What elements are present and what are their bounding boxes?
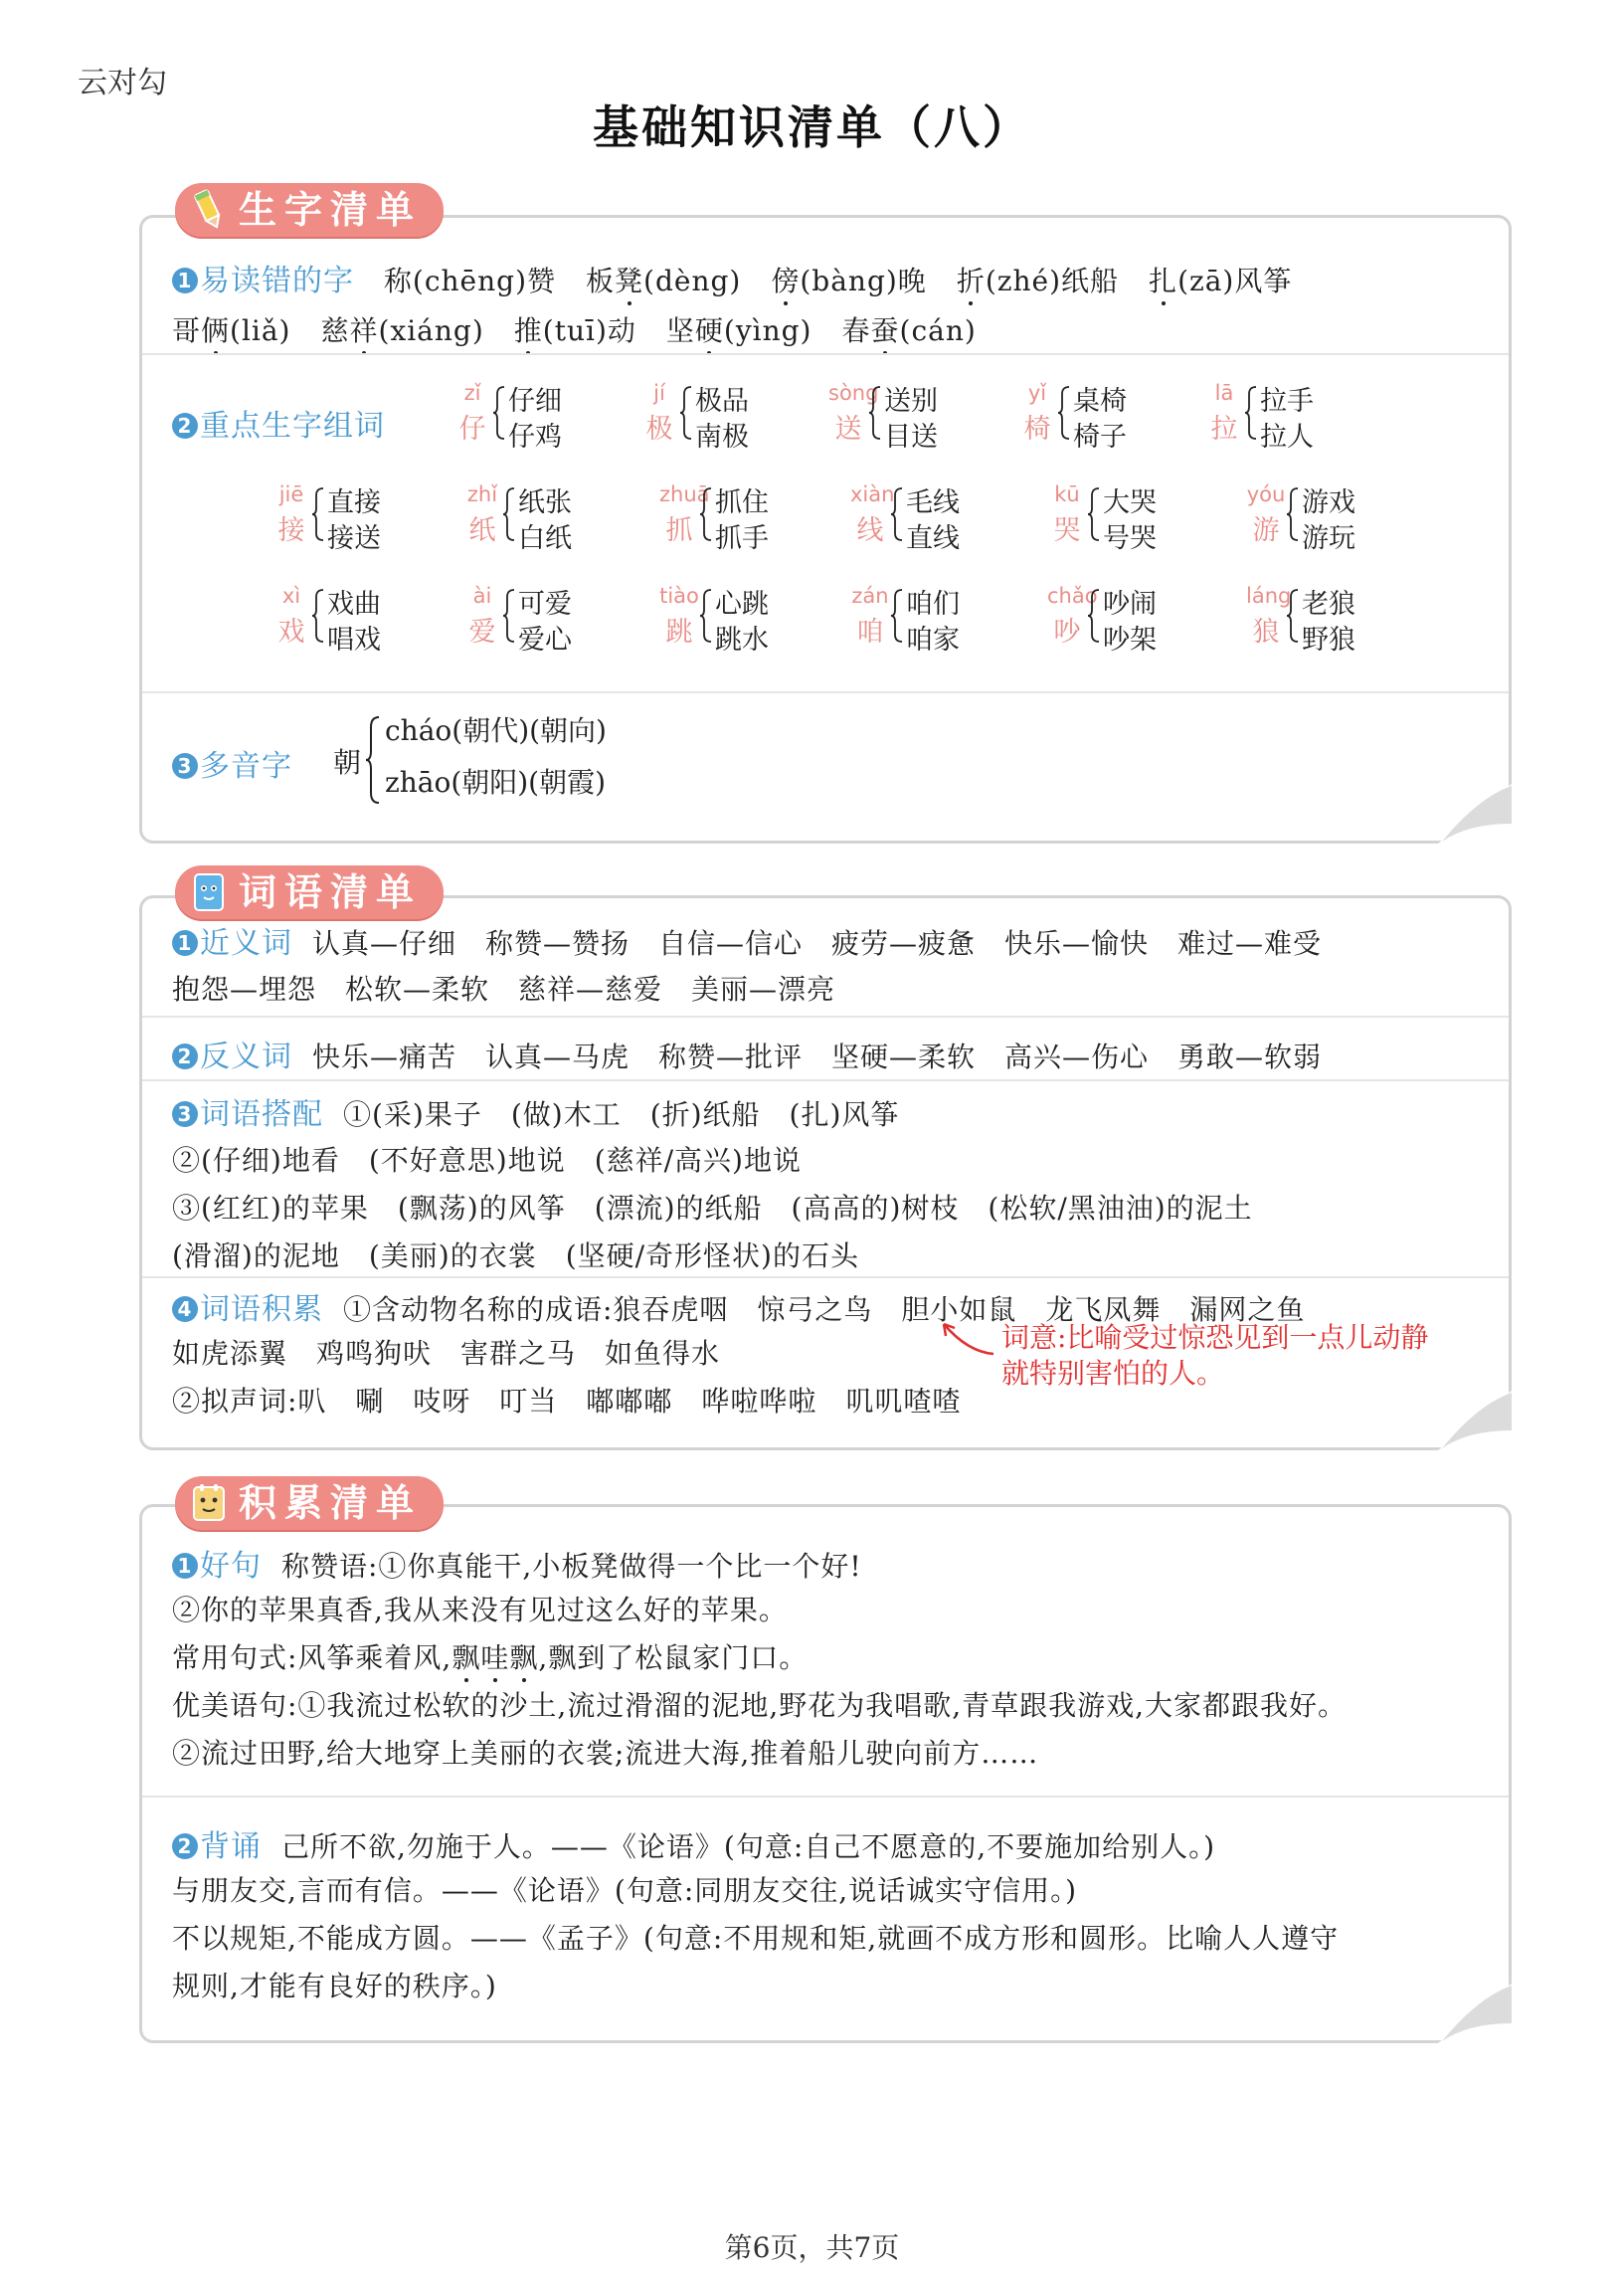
page-fold-icon bbox=[1438, 1391, 1512, 1450]
group-word-1: 游戏 bbox=[1302, 487, 1355, 518]
group-pinyin: sòng bbox=[828, 381, 879, 405]
brace-icon bbox=[502, 486, 516, 542]
section-badge-label: 生字清单 bbox=[239, 188, 423, 232]
key-words-heading: 2 重点生字组词 bbox=[172, 401, 405, 445]
group-pinyin: láng bbox=[1246, 584, 1292, 608]
misread-word: 春蚕(cán) bbox=[841, 314, 977, 347]
group-pinyin: yóu bbox=[1246, 482, 1286, 506]
group-word-1: 抓住 bbox=[715, 487, 769, 518]
brace-icon bbox=[868, 385, 882, 441]
group-word-1: 大哭 bbox=[1103, 487, 1157, 518]
recite-line3: 不以规矩,不能成方圆。——《孟子》(句意:不用规和矩,就画不成方形和圆形。比喻人人遵守 bbox=[172, 1922, 1340, 1955]
group-pinyin: lā bbox=[1214, 381, 1234, 405]
group-pinyin: jí bbox=[653, 381, 665, 405]
notepad-icon bbox=[189, 1482, 229, 1524]
group-char: 哭 bbox=[1053, 515, 1081, 546]
divider bbox=[142, 1276, 1509, 1278]
group-char: 接 bbox=[277, 515, 305, 546]
collocation-line2: ②(仔细)地看 (不好意思)地说 (慈祥/高兴)地说 bbox=[172, 1144, 802, 1177]
divider bbox=[142, 1796, 1509, 1798]
group-word-2: 野狼 bbox=[1302, 625, 1355, 656]
number-badge: 3 bbox=[172, 1101, 198, 1127]
group-char: 游 bbox=[1252, 515, 1280, 546]
group-word-1: 极品 bbox=[695, 386, 749, 417]
good-sentences-line5: ②流过田野,给大地穿上美丽的衣裳;流进大海,推着船儿驶向前方…… bbox=[172, 1737, 1039, 1770]
group-word-2: 爱心 bbox=[518, 625, 572, 656]
group-pinyin: ài bbox=[472, 584, 492, 608]
good-sentences-line1: 1 好句 称赞语:①你真能干,小板凳做得一个比一个好! bbox=[172, 1541, 862, 1585]
group-pinyin: chǎo bbox=[1047, 584, 1098, 608]
synonyms-line1: 1 近义词 认真—仔细 称赞—赞扬 自信—信心 疲劳—疲惫 快乐—愉快 难过—难受 bbox=[172, 918, 1322, 962]
group-char: 极 bbox=[645, 414, 673, 445]
divider bbox=[142, 691, 1509, 693]
page-fold-icon bbox=[1438, 1984, 1512, 2043]
brace-icon bbox=[1057, 385, 1071, 441]
number-badge: 2 bbox=[172, 1044, 198, 1069]
good-sentences-line4: 优美语句:①我流过松软的沙土,流过滑溜的泥地,野花为我唱歌,青草跟我游戏,大家都跟我好。 bbox=[172, 1689, 1348, 1722]
group-char: 吵 bbox=[1053, 617, 1081, 648]
group-word-2: 号哭 bbox=[1103, 523, 1157, 554]
group-word-1: 可爱 bbox=[518, 589, 572, 620]
group-word-1: 仔细 bbox=[508, 386, 562, 417]
easy-wrong-line1 bbox=[172, 256, 1292, 299]
group-word-1: 直接 bbox=[327, 487, 381, 518]
group-word-1: 纸张 bbox=[518, 487, 572, 518]
polyphone-reading-1: cháo(朝代)(朝向) bbox=[385, 714, 607, 747]
misread-word: 板凳(dèng) bbox=[586, 265, 742, 297]
polyphone-char: 朝 bbox=[333, 746, 362, 779]
group-word-2: 跳水 bbox=[715, 625, 769, 656]
section-badge-characters bbox=[175, 183, 444, 237]
good-sentences-line3: 常用句式:风筝乘着风,飘哇飘,飘到了松鼠家门口。 bbox=[172, 1641, 809, 1674]
recite-line4: 规则,才能有良好的秩序。) bbox=[172, 1970, 497, 2002]
words-panel bbox=[139, 895, 1512, 1450]
brand-label: 云对勾 bbox=[78, 66, 167, 100]
group-word-1: 咱们 bbox=[906, 589, 960, 620]
group-char: 咱 bbox=[856, 617, 884, 648]
section-badge-label: 词语清单 bbox=[239, 870, 423, 914]
brace-icon bbox=[1286, 486, 1300, 542]
easy-wrong-line2 bbox=[172, 309, 977, 349]
misread-word: 称(chēng)赞 bbox=[383, 265, 557, 297]
characters-panel bbox=[139, 215, 1512, 844]
brace-icon bbox=[890, 588, 904, 644]
group-pinyin: tiào bbox=[659, 584, 699, 608]
misread-word: 傍(bàng)晚 bbox=[771, 265, 927, 297]
group-word-2: 唱戏 bbox=[327, 625, 381, 656]
number-badge: 1 bbox=[172, 1553, 198, 1579]
brace-icon bbox=[679, 385, 693, 441]
group-word-2: 咱家 bbox=[906, 625, 960, 656]
misread-word: 哥俩(liǎ) bbox=[172, 314, 291, 347]
recite-line2: 与朋友交,言而有信。——《论语》(句意:同朋友交往,说话诚实守信用。) bbox=[172, 1874, 1078, 1907]
accumulate-line2: 如虎添翼 鸡鸣狗吠 害群之马 如鱼得水 bbox=[172, 1337, 721, 1370]
group-word-2: 接送 bbox=[327, 523, 381, 554]
brace-icon bbox=[492, 385, 506, 441]
group-pinyin: kū bbox=[1054, 482, 1080, 506]
dotted-emphasis: 飘哇飘 bbox=[451, 1641, 539, 1674]
synonyms-line2: 抱怨—埋怨 松软—柔软 慈祥—慈爱 美丽—漂亮 bbox=[172, 973, 836, 1006]
group-pinyin: zhuā bbox=[659, 482, 710, 506]
group-char: 拉 bbox=[1210, 414, 1238, 445]
group-pinyin: zǐ bbox=[463, 381, 481, 405]
brace-icon bbox=[1244, 385, 1258, 441]
group-word-2: 椅子 bbox=[1073, 422, 1127, 453]
number-badge: 3 bbox=[172, 753, 198, 779]
group-pinyin: yǐ bbox=[1027, 381, 1047, 405]
group-word-1: 心跳 bbox=[715, 589, 769, 620]
group-char: 线 bbox=[856, 515, 884, 546]
section-badge-accumulation bbox=[175, 1476, 444, 1530]
brace-icon bbox=[365, 715, 381, 805]
group-word-2: 游玩 bbox=[1302, 523, 1355, 554]
group-word-2: 目送 bbox=[884, 422, 938, 453]
group-word-2: 抓手 bbox=[715, 523, 769, 554]
group-pinyin: zhǐ bbox=[466, 482, 498, 506]
group-word-1: 送别 bbox=[884, 386, 938, 417]
group-word-2: 吵架 bbox=[1103, 625, 1157, 656]
page-footer: 第6页，共7页 bbox=[724, 2231, 900, 2264]
number-badge: 2 bbox=[172, 413, 198, 439]
accumulate-line3: ②拟声词:叭 唰 吱呀 叮当 嘟嘟嘟 哗啦哗啦 叽叽喳喳 bbox=[172, 1385, 962, 1418]
pencil-icon bbox=[189, 189, 229, 231]
group-char: 纸 bbox=[468, 515, 496, 546]
brace-icon bbox=[1286, 588, 1300, 644]
brace-icon bbox=[699, 588, 713, 644]
group-word-2: 仔鸡 bbox=[508, 422, 562, 453]
polyphone-heading: 3 多音字 bbox=[172, 741, 312, 785]
number-badge: 1 bbox=[172, 268, 198, 293]
brace-icon bbox=[502, 588, 516, 644]
number-badge: 1 bbox=[172, 930, 198, 956]
divider bbox=[142, 1079, 1509, 1081]
misread-word: 坚硬(yìng) bbox=[665, 314, 812, 347]
page-title: 基础知识清单（八） bbox=[593, 100, 1031, 154]
brace-icon bbox=[1087, 588, 1101, 644]
page-fold-icon bbox=[1438, 784, 1512, 844]
brace-icon bbox=[1087, 486, 1101, 542]
group-char: 抓 bbox=[665, 515, 693, 546]
group-char: 仔 bbox=[458, 414, 486, 445]
polyphone-reading-2: zhāo(朝阳)(朝霞) bbox=[385, 766, 607, 799]
divider bbox=[142, 353, 1509, 355]
group-word-2: 拉人 bbox=[1260, 422, 1314, 453]
group-pinyin: zán bbox=[851, 584, 889, 608]
annotation-arrow-icon bbox=[938, 1318, 997, 1358]
group-word-1: 拉手 bbox=[1260, 386, 1314, 417]
group-word-1: 戏曲 bbox=[327, 589, 381, 620]
antonyms-line1: 2 反义词 快乐—痛苦 认真—马虎 称赞—批评 坚硬—柔软 高兴—伤心 勇敢—软弱 bbox=[172, 1032, 1322, 1075]
number-badge: 4 bbox=[172, 1296, 198, 1322]
brace-icon bbox=[311, 588, 325, 644]
brace-icon bbox=[890, 486, 904, 542]
accumulation-panel bbox=[139, 1504, 1512, 2043]
group-pinyin: xì bbox=[281, 584, 301, 608]
easy-wrong-heading: 1 易读错的字 bbox=[172, 264, 354, 298]
group-char: 送 bbox=[834, 414, 862, 445]
group-word-2: 南极 bbox=[695, 422, 749, 453]
group-word-1: 老狼 bbox=[1302, 589, 1355, 620]
collocation-line3: ③(红红)的苹果 (飘荡)的风筝 (漂流)的纸船 (高高的)树枝 (松软/黑油油)的泥土 bbox=[172, 1192, 1253, 1225]
group-char: 跳 bbox=[665, 617, 693, 648]
section-badge-words bbox=[175, 865, 444, 919]
section-badge-label: 积累清单 bbox=[239, 1481, 423, 1525]
group-pinyin: xiàn bbox=[850, 482, 895, 506]
misread-word: 慈祥(xiáng) bbox=[320, 314, 484, 347]
collocation-line1: 3 词语搭配 ①(采)果子 (做)木工 (折)纸船 (扎)风筝 bbox=[172, 1089, 899, 1133]
group-char: 狼 bbox=[1252, 617, 1280, 648]
annotation-note-line2: 就特别害怕的人。 bbox=[1001, 1357, 1225, 1390]
group-word-1: 吵闹 bbox=[1103, 589, 1157, 620]
group-char: 椅 bbox=[1023, 414, 1051, 445]
group-word-2: 白纸 bbox=[518, 523, 572, 554]
divider bbox=[142, 1016, 1509, 1018]
group-char: 戏 bbox=[277, 617, 305, 648]
brace-icon bbox=[699, 486, 713, 542]
group-char: 爱 bbox=[468, 617, 496, 648]
group-word-2: 直线 bbox=[906, 523, 960, 554]
recite-line1: 2 背诵 己所不欲,勿施于人。——《论语》(句意:自己不愿意的,不要施加给别人。) bbox=[172, 1821, 1215, 1865]
misread-word: 折(zhé)纸船 bbox=[956, 265, 1120, 297]
brace-icon bbox=[311, 486, 325, 542]
good-sentences-line2: ②你的苹果真香,我从来没有见过这么好的苹果。 bbox=[172, 1594, 788, 1626]
group-word-1: 毛线 bbox=[906, 487, 960, 518]
collocation-line4: (滑溜)的泥地 (美丽)的衣裳 (坚硬/奇形怪状)的石头 bbox=[172, 1239, 859, 1272]
group-word-1: 桌椅 bbox=[1073, 386, 1127, 417]
number-badge: 2 bbox=[172, 1833, 198, 1859]
book-icon bbox=[189, 871, 229, 913]
misread-word: 推(tuī)动 bbox=[513, 314, 636, 347]
accumulate-line1: 4 词语积累 ①含动物名称的成语:狼吞虎咽 惊弓之鸟 胆小如鼠 龙飞凤舞 漏网之鱼 bbox=[172, 1284, 1305, 1328]
annotation-note-line1: 词意:比喻受过惊恐见到一点儿动静 bbox=[1001, 1321, 1429, 1354]
group-pinyin: jiē bbox=[278, 482, 304, 506]
misread-word: 扎(zā)风筝 bbox=[1149, 265, 1293, 297]
